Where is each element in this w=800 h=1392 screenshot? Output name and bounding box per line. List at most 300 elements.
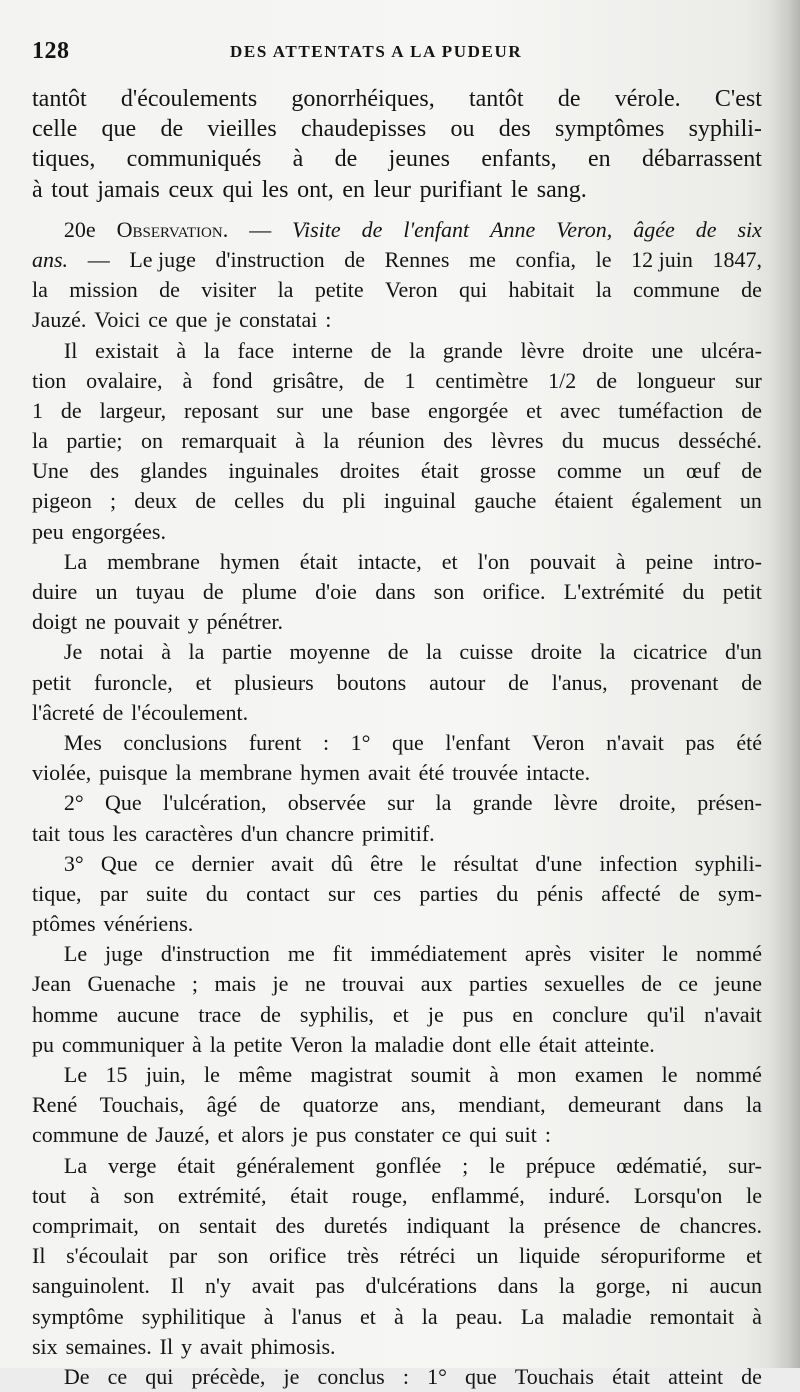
word: présence xyxy=(543,1212,621,1238)
word: précède, xyxy=(191,1363,266,1389)
word: tout xyxy=(51,176,89,203)
word: en xyxy=(342,176,366,203)
word: droite xyxy=(582,337,634,363)
word: la xyxy=(595,277,612,303)
word: l'enfant xyxy=(445,729,511,755)
text-line xyxy=(32,849,762,879)
word: comprimait, xyxy=(32,1212,139,1238)
word: partie; xyxy=(66,428,123,454)
word: soumit xyxy=(410,1062,471,1087)
word: la xyxy=(323,428,340,454)
word: enflammé, xyxy=(431,1182,525,1208)
word: primitif. xyxy=(361,820,435,846)
word: pouvait xyxy=(529,548,596,574)
word: pénis xyxy=(536,880,584,906)
word: syphili- xyxy=(694,850,762,876)
word: orifice xyxy=(268,1243,327,1269)
word: d'ulcérations xyxy=(365,1273,477,1299)
word: extrémité, xyxy=(177,1182,267,1208)
text-line xyxy=(32,1302,762,1332)
word: la xyxy=(209,1031,226,1057)
word: qui xyxy=(458,277,488,303)
word: son xyxy=(217,1243,249,1269)
word: dernier xyxy=(191,850,254,876)
word: petite xyxy=(233,1031,283,1057)
text-line xyxy=(32,1060,762,1090)
word: cuisse xyxy=(459,639,514,665)
word: lèvre xyxy=(553,790,598,816)
word: L'extrémité xyxy=(563,579,665,604)
word: conclusions xyxy=(123,729,228,755)
word: magistrat xyxy=(310,1062,393,1087)
text-line xyxy=(32,728,762,758)
word: de xyxy=(195,488,216,514)
word: à xyxy=(182,367,193,393)
word: me xyxy=(469,246,496,272)
word: notai xyxy=(99,639,144,665)
word: jeune xyxy=(714,971,762,997)
text-line xyxy=(32,637,762,667)
word: membrane xyxy=(199,760,293,786)
word: par xyxy=(99,880,128,906)
word: grisâtre, xyxy=(272,367,344,393)
text-line xyxy=(32,788,762,818)
word: syphilis, xyxy=(299,1001,374,1027)
word: visiter xyxy=(201,277,257,303)
word: ceux xyxy=(168,176,214,203)
word: et xyxy=(392,1001,409,1027)
word: de xyxy=(370,337,392,363)
word: du xyxy=(682,579,705,604)
word: de xyxy=(741,397,762,423)
word: un xyxy=(476,1243,499,1269)
word: six xyxy=(737,216,762,242)
word: Touchais, xyxy=(99,1092,185,1118)
word: tion xyxy=(32,367,67,393)
text-line xyxy=(32,547,762,577)
word: de xyxy=(639,1212,661,1238)
word: gorge, xyxy=(595,1273,651,1299)
word: jeunes xyxy=(388,146,450,173)
word: habitait xyxy=(508,277,575,303)
word: Il xyxy=(32,1243,46,1269)
word: était xyxy=(177,1152,216,1178)
word: phimosis. xyxy=(250,1333,336,1359)
word: la xyxy=(435,790,452,816)
word: syphili- xyxy=(688,116,762,143)
word: à xyxy=(393,1303,404,1329)
word: face xyxy=(237,337,275,363)
word: âgée xyxy=(633,216,675,242)
word: trouvai xyxy=(342,971,405,997)
word: — xyxy=(249,216,272,242)
word: Observation. xyxy=(116,216,229,242)
word: suite xyxy=(146,880,188,906)
word: symptôme xyxy=(32,1303,124,1329)
word: hymen xyxy=(300,760,360,786)
text-line xyxy=(32,1000,762,1030)
word: d'un xyxy=(724,639,762,665)
word: Jean xyxy=(32,971,72,997)
word: l'ulcération, xyxy=(162,790,267,816)
word: que xyxy=(465,1363,497,1389)
word: plusieurs xyxy=(234,669,314,695)
word: trouvée xyxy=(452,760,519,786)
word: de xyxy=(259,1092,281,1118)
word: ; xyxy=(110,488,117,514)
word: de xyxy=(508,669,529,695)
word: avait xyxy=(367,760,411,786)
word: glandes xyxy=(140,458,208,484)
word: de xyxy=(741,669,762,695)
word: ont, xyxy=(297,176,334,203)
page-gutter-shadow xyxy=(770,0,800,1368)
word: parties xyxy=(419,880,479,906)
word: conclure xyxy=(552,1001,628,1027)
word: la xyxy=(175,760,192,786)
word: remarquait xyxy=(181,428,277,454)
word: œdématié, xyxy=(616,1152,708,1178)
word: Le xyxy=(63,1062,88,1087)
word: qui xyxy=(145,1363,174,1389)
word: contact xyxy=(246,880,310,906)
word: gonorrhéiques, xyxy=(291,86,435,112)
word: la xyxy=(746,1092,762,1118)
word: pus xyxy=(462,1001,494,1027)
word: chaudepisses xyxy=(300,116,427,143)
word: des xyxy=(498,116,531,143)
word: les xyxy=(112,820,138,846)
word: engorgées. xyxy=(71,518,166,544)
word: mendiant, xyxy=(458,1092,546,1118)
word: jamais xyxy=(97,176,160,203)
word: de xyxy=(334,146,358,173)
word: membrane xyxy=(107,548,200,574)
word: moyenne xyxy=(289,639,371,665)
word: étaient xyxy=(554,488,614,514)
word: un xyxy=(739,488,762,514)
word: C'est xyxy=(714,86,762,112)
word: dans xyxy=(497,1273,539,1299)
word: conclus xyxy=(317,1363,385,1389)
word: du xyxy=(496,880,519,906)
word: de xyxy=(363,367,385,393)
word: de xyxy=(678,880,700,906)
page-number: 128 xyxy=(32,38,70,64)
word: nommé xyxy=(695,1062,762,1087)
word: généralement xyxy=(235,1152,355,1178)
word: de xyxy=(126,1122,148,1148)
word: suit xyxy=(505,1122,537,1148)
word: était xyxy=(299,548,338,574)
word: 15 xyxy=(105,1062,128,1087)
word: furoncle, xyxy=(93,669,173,695)
word: violée, xyxy=(32,760,92,786)
text-line xyxy=(32,175,762,205)
word: maladie xyxy=(374,1031,445,1057)
word: syphilitique xyxy=(141,1303,246,1329)
word: ne xyxy=(304,971,326,997)
word: largeur, xyxy=(99,397,167,423)
word: lèvres xyxy=(490,428,544,454)
word: dû xyxy=(330,850,353,876)
word: fit xyxy=(332,941,353,967)
word: y xyxy=(181,1333,193,1359)
word: Veron xyxy=(385,277,438,303)
word: petit xyxy=(32,669,72,695)
word: on xyxy=(140,428,163,454)
word: De xyxy=(63,1363,90,1389)
word: immédiatement xyxy=(370,941,507,967)
word: aucune xyxy=(117,1001,180,1027)
text-line xyxy=(32,84,762,114)
text-line xyxy=(32,819,762,849)
word: rétréci xyxy=(399,1243,456,1269)
word: débarrassent xyxy=(641,146,762,173)
word: ce xyxy=(107,1363,128,1389)
word: provenant xyxy=(630,669,719,695)
word: : xyxy=(325,307,332,333)
word: Le juge xyxy=(129,246,196,272)
word: l'anus, xyxy=(551,669,608,695)
text-line xyxy=(32,969,762,999)
word: droite xyxy=(530,639,583,665)
word: : xyxy=(544,1122,551,1148)
text-line xyxy=(32,486,762,516)
text-line xyxy=(32,1241,762,1271)
word: 1 xyxy=(404,367,416,393)
word: tantôt xyxy=(468,86,524,112)
word: avait xyxy=(199,1333,243,1359)
text-line xyxy=(32,698,762,728)
word: grande xyxy=(472,790,533,816)
word: qui xyxy=(222,176,254,203)
word: avait xyxy=(251,1273,295,1299)
word: petit xyxy=(722,579,762,604)
word: d'instruction xyxy=(160,941,270,967)
word: 1° xyxy=(427,1363,447,1389)
word: atteint xyxy=(668,1363,724,1389)
word: de xyxy=(361,216,383,242)
word: vérole. xyxy=(614,86,681,112)
word: sur xyxy=(387,790,415,816)
word: pénétrer. xyxy=(206,609,283,635)
word: qu'il xyxy=(646,1001,686,1027)
text-line xyxy=(32,1090,762,1120)
text-line xyxy=(32,758,762,788)
word: homme xyxy=(32,1001,98,1027)
text-line xyxy=(32,1151,762,1181)
word: doigt xyxy=(32,609,78,635)
word: peu xyxy=(32,518,64,544)
word: Visite xyxy=(292,216,341,242)
word: petite xyxy=(314,277,364,303)
word: et xyxy=(746,1243,762,1269)
word: résultat xyxy=(453,850,519,876)
word: Anne xyxy=(490,216,536,242)
word: constatai xyxy=(239,307,318,333)
word: après xyxy=(524,941,572,967)
word: sur xyxy=(276,397,304,423)
word: enfants, xyxy=(481,146,557,173)
text-line xyxy=(32,366,762,396)
word: ovalaire, xyxy=(86,367,163,393)
word: d'écoulements xyxy=(120,86,258,112)
word: Que xyxy=(105,790,142,816)
word: les xyxy=(261,176,289,203)
word: des xyxy=(275,1212,305,1238)
text-line xyxy=(32,939,762,969)
word: à xyxy=(32,176,43,203)
word: gonflée xyxy=(375,1152,442,1178)
word: boutons xyxy=(336,669,407,695)
text-line xyxy=(32,426,762,456)
word: à xyxy=(292,146,304,173)
word: rouge, xyxy=(351,1182,408,1208)
word: à xyxy=(295,428,305,454)
word: Le xyxy=(63,941,88,967)
word: je xyxy=(283,1363,300,1389)
word: et xyxy=(359,1303,376,1329)
word: était xyxy=(420,458,459,484)
word: ce xyxy=(678,971,698,997)
word: verge xyxy=(107,1152,157,1178)
word: tuméfaction xyxy=(618,397,724,423)
word: Une xyxy=(32,458,69,484)
word: ; xyxy=(191,971,199,997)
word: la xyxy=(426,639,442,665)
word: son xyxy=(433,579,465,604)
word: été xyxy=(418,760,445,786)
word: ce xyxy=(154,850,175,876)
word: atteinte. xyxy=(584,1031,655,1057)
word: ulcéra- xyxy=(700,337,762,363)
word: Rennes xyxy=(384,246,450,272)
word: six xyxy=(32,1333,58,1359)
word: Lorsqu'on xyxy=(634,1182,723,1208)
word: avait xyxy=(271,850,314,876)
word: existait xyxy=(95,337,159,363)
word: réunion xyxy=(357,428,425,454)
word: quatorze xyxy=(302,1092,379,1118)
word: grande xyxy=(442,337,503,363)
word: interne xyxy=(291,337,354,363)
word: parties xyxy=(468,971,528,997)
word: alors xyxy=(241,1122,285,1148)
word: pouvait xyxy=(113,609,180,635)
word: tique, xyxy=(32,880,82,906)
word: à xyxy=(489,1062,499,1087)
word: ptômes xyxy=(32,911,96,937)
word: constater xyxy=(354,1122,434,1148)
word: que xyxy=(101,116,137,143)
word: ans. xyxy=(32,246,69,272)
text-line xyxy=(32,336,762,366)
word: de xyxy=(160,116,184,143)
word: présen- xyxy=(697,790,762,816)
word: cicatrice xyxy=(632,639,708,665)
word: la xyxy=(188,639,205,665)
word: des xyxy=(443,428,473,454)
word: tait xyxy=(32,820,61,846)
word: que xyxy=(175,307,208,333)
word: tout xyxy=(32,1182,67,1208)
word: son xyxy=(123,1182,155,1208)
word: trace xyxy=(198,1001,242,1027)
word: du xyxy=(302,488,325,514)
word: La xyxy=(63,548,88,574)
word: puisque xyxy=(99,760,168,786)
word: était xyxy=(290,1182,329,1208)
word: un xyxy=(642,458,665,484)
word: de xyxy=(60,397,82,423)
word: Il xyxy=(170,1273,185,1299)
word: 20e xyxy=(63,216,96,242)
word: la xyxy=(350,1031,367,1057)
word: Il xyxy=(159,1333,174,1359)
word: 1 xyxy=(32,397,43,423)
word: que xyxy=(392,729,424,755)
word: liquide xyxy=(518,1243,581,1269)
word: furent xyxy=(248,729,302,755)
word: Voici xyxy=(94,307,141,333)
word: dans xyxy=(683,1092,724,1118)
word: tantôt xyxy=(32,86,87,112)
word: ce xyxy=(148,307,168,333)
word: on xyxy=(157,1212,180,1238)
word: le xyxy=(595,246,612,272)
word: demeurant xyxy=(568,1092,661,1118)
word: base xyxy=(371,397,411,423)
word: induré. xyxy=(548,1182,611,1208)
word: comme xyxy=(557,458,622,484)
word: 12 juin xyxy=(631,246,693,272)
word: l'anus xyxy=(291,1303,342,1329)
word: Veron xyxy=(532,729,585,755)
word: 1° xyxy=(350,729,371,755)
word: de xyxy=(344,246,365,272)
word: pus xyxy=(315,1122,347,1148)
word: je xyxy=(272,971,289,997)
word: mon xyxy=(517,1062,557,1087)
word: avec xyxy=(559,397,601,423)
word: s'écoulait xyxy=(66,1243,149,1269)
word: 1/2 xyxy=(548,367,577,393)
word: âgé xyxy=(206,1092,238,1118)
word: sang. xyxy=(536,176,587,203)
word: qui xyxy=(469,1122,498,1148)
word: duire xyxy=(32,579,78,604)
word: maladie xyxy=(562,1303,632,1329)
word: : xyxy=(322,729,330,755)
word: confia, xyxy=(515,246,576,272)
word: Mes xyxy=(63,729,102,755)
word: peine xyxy=(645,548,694,574)
word: tous xyxy=(68,820,105,846)
word: Je xyxy=(63,639,83,665)
word: caractères xyxy=(144,820,233,846)
text-line xyxy=(32,1362,762,1392)
word: dont xyxy=(452,1031,492,1057)
word: ni xyxy=(671,1273,689,1299)
text-line xyxy=(32,909,762,939)
word: de xyxy=(102,699,124,725)
word: à xyxy=(90,1182,100,1208)
word: séropuriforme xyxy=(600,1243,726,1269)
word: me xyxy=(287,941,315,967)
word: plume xyxy=(241,579,297,604)
word: la xyxy=(32,277,48,303)
